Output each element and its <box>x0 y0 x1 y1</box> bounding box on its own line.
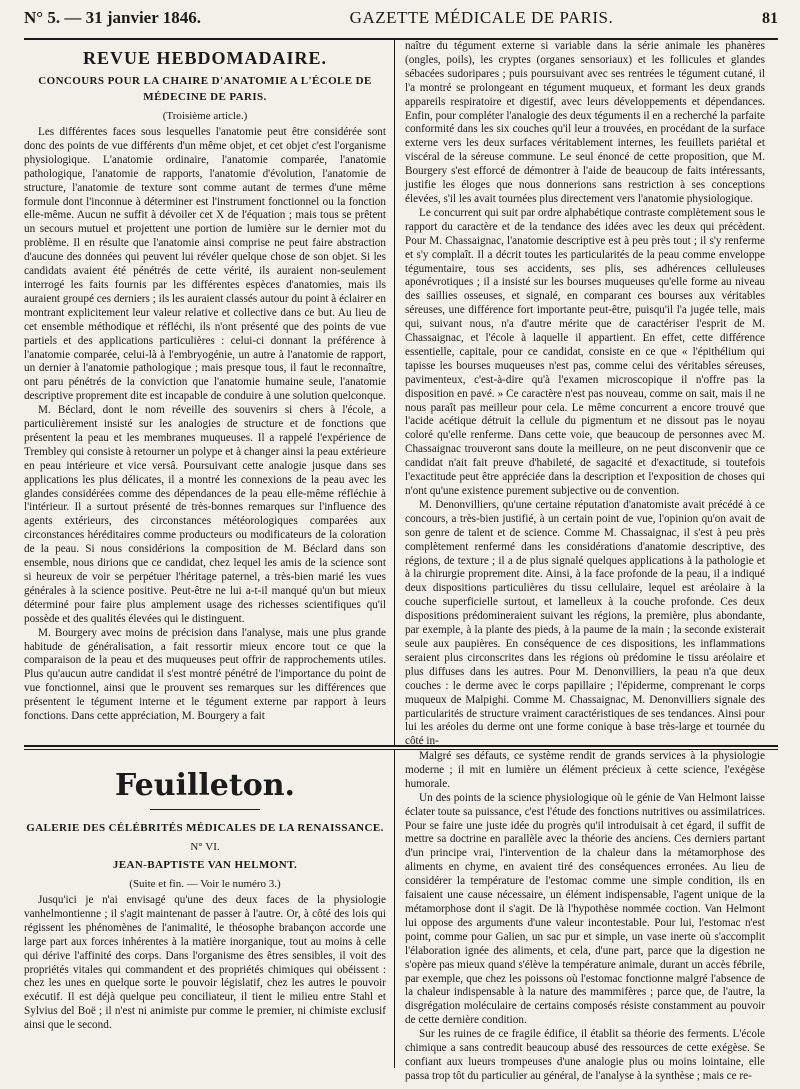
feuilleton-heading-rule <box>150 809 260 810</box>
issue-date: N° 5. — 31 janvier 1846. <box>24 8 201 27</box>
feuilleton-right-column <box>395 750 765 1082</box>
revue-section <box>24 40 778 748</box>
feuilleton-paragraph: Jusqu'ici je n'ai envisagé qu'une des deux faces de la physiologie vanhelmontienne ; il s'agit maintenant de passer à l'autre. Or, à côté des lois qui régissent les phénomènes de l'animalité, le théosophe brabançon accorde une large part aux forces inhérentes à la matière inorganique, tout au moins à celle qui dérive l'affinité des corps. Dans l'organisme des êtres sensibles, il voit des propriétés vitales qui commandent et des propriétés chimiques qui obéissent : chez les unes en quelque sorte le pouvoir législatif, chez les autres le pouvoir exécutif. Il est déjà quelque peu conciliateur, il tient le milieu entre Stahl et Sylvius del Boë ; il n'est ni animiste pur comme le premier, ni chimiste exclusif ainsi que le second. <box>24 894 386 1032</box>
feuilleton-left-column <box>24 750 394 1068</box>
feuilleton-paragraph: Un des points de la science physiologique où le génie de Van Helmont laisse éclater toute sa puissance, c'est l'étude des fonctions nutritives ou assimilatrices. Pour se faire une juste idée du progrès qu'il introduisait à cet égard, il suffit de mettre sa doctrine en parallèle avec la théorie des anciens. Ces derniers partant d'un principe vrai, l'intervention de la chaleur dans la métamorphose des aliments en chyme, en avaient tiré des conséquences erronées. Au lieu de considérer la température de l'estomac comme une simple condition, ils en faisaient une cause nécessaire, un élément indispensable, l'agent unique de la métamorphose dont il s'agit. De là l'hypothèse nommée coction. Van Helmont lui oppose des arguments d'une valeur incontestable. Pour lui, l'estomac n'est point, comme pour Galien, un sac pur et simple, un vase inerte où s'accomplit l'élaboration ignée des aliments, et cela, d'une part, parce que la digestion ne s'opère pas mieux quand s'élève la température animale, durant un accès fébrile, par exemple, que chez les poissons où l'estomac fonctionne malgré l'absence de la chaleur indispensable à la nature des mammifères ; parce que, de l'autre, la disgrégation moléculaire de certains composés résiste constamment au pouvoir de cette dernière condition. <box>405 791 765 1027</box>
article-note: (Troisième article.) <box>162 110 248 122</box>
running-header <box>24 8 778 38</box>
revue-left-column <box>24 40 394 745</box>
revue-paragraph: M. Béclard, dont le nom réveille des souvenirs si chers à l'école, a particulièrement insisté sur les analogies de structure et de fonctions que présentent la peau et les membranes muqueuses. Il a rappelé l'expérience de Trembley qui consiste à retourner un polype et à changer ainsi la peau extérieure en peau intérieure et vice versâ. Poursuivant cette analogie jusque dans ses applications les plus délicates, il a montré les connexions de la peau avec les glandes considérées comme des dépendances de la peau elle-même réfléchie à l'intérieur. Il a surtout présenté de très-bonnes remarques sur l'influence des agents extérieurs, des circonstances météorologiques comparées aux circonstances héréditaires comme producteurs ou modificateurs de la coloration de la peau. Si nous considérions la composition de M. Béclard dans son ensemble, nous dirions que ce candidat, chez lequel les amis de la science sont si heureux de voir se perpétuer l'héritage paternel, a très-bien marié les vues générales à la science positive. Peut-être ne lui a-t-il manqué qu'un but mieux déterminé pour faire plus amplement usage des richesses scientifiques qu'il possède et des qualités élevées qui le distinguent. <box>24 404 386 625</box>
feuilleton-series: GALERIE DES CÉLÉBRITÉS MÉDICALES DE LA RENAISSANCE. <box>26 822 384 834</box>
revue-right-column <box>395 40 765 748</box>
revue-paragraph: Le concurrent qui suit par ordre alphabétique contraste complètement sous le rapport du caractère et de la tendance des idées avec les deux qui précèdent. Pour M. Chassaignac, l'anatomie descriptive est à peu près tout ; il s'y renferme et s'y complaît. Il a décrit toutes les particularités de la peau comme enveloppe tégumentaire, tous ses accidents, ses plis, ses adhérences celluleuses aponévrotiques ; il a insisté sur les bourses muqueuses qu'elle forme au niveau des saillies osseuses, et signalé, en comparant ces bourses aux véritables séreuses, une différence fort importante peut-être, puisqu'il l'a jugée telle, mais qui, suivant nous, n'a d'autre mérite que de caractériser l'esprit de M. Chassaignac, et l'école à laquelle il appartient. En effet, cette différence essentielle, capitale, pour ce candidat, consiste en ce que « l'épithélium qui tapisse les bourses muqueuses n'est pas, comme celui des véritables séreuses, pavimenteux, c'est-à-dire qu'à l'examen microscopique il n'offre pas la disposition en pavé. » Ce caractère n'est pas nouveau, comme on sait, mais il ne nous paraît pas meilleur pour cela. Le même concurrent a encore trouvé que l'acide acétique détruit la cellule du pigmentum et ne dissout pas le noyau coloré qu'elle renferme. Dans cette voie, que beaucoup de personnes avec M. Chassaignac trouveront sans doute la meilleure, on ne peut disconvenir que ce candidat n'ait fait preuve d'habileté, de sagacité et d'exactitude, si toutefois l'exactitude peut être appréciée dans la description et l'exposition de choses qui n'ont qu'une existence purement subjective ou de convention. <box>405 206 765 497</box>
feuilleton-heading: Feuilleton. <box>115 768 295 803</box>
page-number: 81 <box>761 10 778 27</box>
revue-paragraph: M. Denonvilliers, qu'une certaine réputation d'anatomiste avait précédé à ce concours, a très-bien justifié, à un certain point de vue, l'opinion qu'on avait de son genre de talent et de science. Comme M. Chassaignac, il s'est à peu près complètement renfermé dans les considérations d'anatomie descriptive, des régions, de texture ; il a de plus signalé quelques applications à la pathologie et à la chirurgie proprement dite. Ainsi, à la face profonde de la peau, il a indiqué deux dispositions particulières du tissu cellulaire, lequel est aréolaire à la couche superficielle surtout, et lamelleux à la couche profonde. Ces deux dispositions prédomineraient suivant les régions, la première, plus abondante, par exemple, à la plante des pieds, à la paume de la main ; la seconde existerait seule aux paupières. En conséquence de ces dispositions, les inflammations seraient plus circonscrites dans les régions où prédomine le tissu aréolaire et plus diffuses dans les autres. Pour M. Denonvilliers, la peau n'a que deux couches : le derme avec le corps papillaire ; l'épiderme, comprenant le corps muqueux de Malpighi. Comme M. Chassaignac, M. Denonvilliers signale des particularités de structure vraiment caractéristiques de ses tendances. Ainsi pour lui les aréoles du derme ont une forme conique à base très-large et tournée du côté in- <box>405 498 765 748</box>
feuilleton-number: N° VI. <box>190 841 220 853</box>
gazette-title: GAZETTE MÉDICALE DE PARIS. <box>349 8 614 27</box>
feuilleton-paragraph: Sur les ruines de ce fragile édifice, il établit sa théorie des ferments. L'école chimique a sans contredit beaucoup abusé des ressources de cette exégèse. Se confiant aux lueurs trompeuses d'une analogie plus ou moins lointaine, elle passa trop tôt du particulier au général, de l'analyse à la synthèse ; mais ce re- <box>405 1028 765 1082</box>
revue-heading: REVUE HEBDOMADAIRE. <box>82 48 328 68</box>
feuilleton-note: (Suite et fin. — Voir le numéro 3.) <box>129 878 281 890</box>
feuilleton-subject: JEAN-BAPTISTE VAN HELMONT. <box>112 859 298 871</box>
revue-paragraph: M. Bourgery avec moins de précision dans l'analyse, mais une plus grande habitude de généralisation, a fait ressortir mieux encore tout ce que la comparaison de la peau et des muqueuses peut offrir de rapprochements utiles. Plus qu'aucun autre candidat il s'est montré pénétré de l'importance du point de vue fonctionnel, ainsi que le prouvent ses remarques sur les différences que présentent le tégument interne et le tégument externe par rapport à leurs fonctions. Dans cette appréciation, M. Bourgery a fait <box>24 626 386 723</box>
revue-subheading: CONCOURS POUR LA CHAIRE D'ANATOMIE A L'ÉCOLE DE MÉDECINE DE PARIS. <box>38 75 372 103</box>
revue-paragraph: naître du tégument externe si variable dans la série animale les phanères (ongles, poils), les cryptes (organes sensoriaux) et les follicules et glandes sébacées sudoripares ; puis poursuivant avec ses rentrées le tégument cutané, il l'a montré se prolongeant en tégument muqueux, et formant les deux grands appareils respiratoire et digestif, avec leurs développements et dépendances. Enfin, pour compléter l'analogie des deux téguments il en a recherché la parfaite conformité dans les six couches qu'il leur a trouvées, en procédant de la surface externe vers les deux surfaces véritablement internes, les feuillets pariétal et viscéral de la séreuse commune. Le seul énoncé de cette proposition, que M. Bourgery s'est efforcé de démontrer à l'aide de beaucoup de faits intéressants, justifie les éloges que nous donnerions sans restriction à ses conceptions élevées, s'il les avait tournées plus directement vers l'anatomie physiologique. <box>405 40 765 205</box>
feuilleton-section <box>24 750 778 1082</box>
revue-paragraph: Les différentes faces sous lesquelles l'anatomie peut être considérée sont donc des points de vue différents d'un même objet, et cet objet c'est l'organisme physiologique. L'anatomie ordinaire, l'anatomie comparée, l'anatomie pathologique, l'anatomie de rapports, l'anatomie d'évolution, l'anatomie de structure, l'anatomie de texture sont comme autant de termes d'une même formule dont l'inconnue à déterminer est l'instrument fonctionnel ou la fonction elle-même. Aucun ne suffit à dévoiler cet X de l'équation ; mais tous se prêtent un secours mutuel et projettent une portion de lumière sur le dernier mot du problème. Il en résulte que l'anatomie ainsi comprise ne peut faire abstraction d'aucune des données qui peuvent lui révéler quelque chose de son objet. Si les candidats avaient été pénétrés de cette vérité, ils auraient non-seulement interrogé les faits fournis par les différentes espèces d'anatomies, mais ils auraient groupé ces derniers ; ils les auraient classés autour du point à éclairer en montrant explicitement leur valeur relative et collective dans ce but. Au lieu de cet ensemble méthodique et réfléchi, ils n'ont présenté que des points de vue partiels et des applications particulières : celui-ci donnant la préférence à l'anatomie comparée, celui-là à l'embryogénie, un autre à l'anatomie de rapport, un dernier à l'anatomie pathologique ; mais presque tous, il faut le reconnaître, ont paru pénétrés de la conviction que l'anatomie humaine seule, l'anatomie descriptive proprement dite est incapable de conduire à une solution quelconque. <box>24 126 386 403</box>
feuilleton-paragraph: Malgré ses défauts, ce système rendit de grands services à la physiologie moderne ; il mit en lumière un élément précieux à cette science, l'exégèse humorale. <box>405 750 765 790</box>
